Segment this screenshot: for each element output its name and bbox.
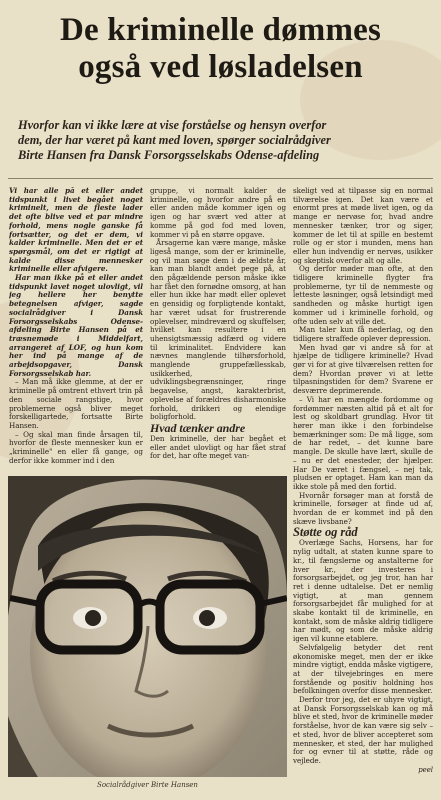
- body-paragraph: Derfor tror jeg, det er uhyre vigtigt, at Dansk Forsorgsselskab kan og må blive et sted, hvor de kriminelle møder forståelse, hvor de kan være sig selv – et sted, hvor de bliver accepteret som mennesker, et sted, der har mulighed for og evner til at støtte, råde og vejlede.: [293, 695, 433, 765]
- signature: peel: [418, 765, 433, 774]
- body-paragraph: – Og skal man finde årsagen til, hvorfor de fleste mennesker kun er „kriminelle" en eller få gange, og derfor ikke kommer ind i den: [9, 429, 143, 465]
- body-paragraph: – Man må ikke glemme, at der er kriminelle på omtrent ethvert trin på den sociale rangstige, hvor problemerne også bliver meget forskelligartede, fortsatte Birte Hansen.: [9, 377, 143, 430]
- body-paragraph: Årsagerne kan være mange, måske ligeså mange, som der er kriminelle, og vil man søge dem i de ældste år, kan man blandt andet pege på, at den pågældende person måske ikke har fået den fornødne omsorg, at han eller hun ikke har mødt eller oplevet en gensidig og forpligtende kontakt, har været udsat for frustrerende oplevelser, mindreværd og skuffelser, hvilket kan resultere i en uhensigtsmæssig adfærd og videre til kriminalitet. Endvidere kan nævnes manglende tilhørsforhold, manglende gruppefællesskab, usikkerhed, udviklingsbegrænsninger, ringe begavelse, angst, karakterbrist, oplevelse af forældres disharmoniske forhold, drikkeri og elendige boligforhold.: [150, 238, 286, 422]
- body-paragraph: Og derfor møder man ofte, at den tidligere kriminelle flygter fra problemerne, tyr til de nemmeste og letteste løsninger, også letsindigt med sandheden og måske hurtigt igen kommer ud i kriminelle forhold, og ofte uden selv at ville det.: [293, 264, 433, 326]
- body-paragraph: Man taler kun få nederlag, og den tidligere straffede oplever depression.: [293, 325, 433, 343]
- lead-paragraph: [18, 118, 431, 163]
- headline-line-2: også ved løsladelsen: [78, 49, 363, 85]
- subheading: Støtte og råd: [293, 525, 358, 540]
- body-paragraph: Overlæge Sachs, Horsens, har for nylig udtalt, at staten kunne spare to kr., til fængslerne og anstalterne for hver kr., der investeres i forsorgsarbejdet, og jeg tror, han har ret i denne udtalelse. Det er nemlig vigtigt, at man gennem forsorgsarbejdet får mulighed for at skabe kontakt til de kriminelle, en kontakt, som de måske aldrig tidligere har mødt, og som de måske aldrig igen vil kunne etablere.: [293, 538, 433, 644]
- subheading: Hvad tænker andre: [150, 420, 246, 435]
- portrait-photo: [8, 476, 287, 777]
- body-paragraph: gruppe, vi normalt kalder de kriminelle, og hvorfor andre på en eller anden måde kommer igen og igen og har svært ved atter at komme på god fod med loven, kommer vi på en større opgave.: [150, 187, 286, 239]
- article-column-1: [9, 187, 143, 468]
- lead-line: Birte Hansen fra Dansk Forsorgsselskabs Odense-afdeling: [18, 148, 320, 162]
- portrait-image: [8, 476, 287, 777]
- article-column-3: [293, 187, 433, 795]
- body-paragraph: Men hvad gør vi andre så for at hjælpe de tidligere kriminelle? Hvad gør vi for at give tilværelsen retten for dem? Hvordan prøver vi at lette tilpasningstiden for dem? Svarene er desværre deprimerende.: [293, 342, 433, 396]
- body-paragraph: Selvfølgelig betyder det rent økonomiske meget, men der er ikke mindre vigtigt, endda måske vigtigere, at der tilvejebringes en mere forstående og positiv holdning hos befolkningen overfor disse mennesker.: [293, 642, 433, 696]
- body-paragraph: Den kriminelle, der har begået et eller andet ulovligt og har fået straf for det, har ofte meget van-: [150, 433, 286, 461]
- body-paragraph: Hvornår forsøger man at forstå de kriminelle, forsøger at finde ud af, hvordan de er kommet ind på den skæve livsbane?: [293, 490, 433, 526]
- intro-paragraph: Vi har alle på et eller andet tidspunkt i livet begået noget kriminelt, men de fleste lader det ofte blive ved et par mindre forhold, mens nogle ganske få fortsætter, og det er dem, vi kalder kriminelle. Men det er et spørgsmål, om det er rigtigt at kalde disse mennesker kriminelle eller afvigere.: [9, 187, 143, 274]
- lead-line: Hvorfor kan vi ikke lære at vise forståelse og hensyn overfor: [18, 118, 327, 132]
- body-paragraph: skeligt ved at tilpasse sig en normal tilværelse igen. Det kan være et enormt pres at møde livet igen, og da mange er nervøse for, hvad andre mennesker tænker, tror og siger, kommer de let til at spille en bestemt rolle og er stor i munden, mens han eller hun indvendig er nervøs, usikker og skeptisk overfor alt og alle.: [293, 187, 433, 265]
- divider: [8, 178, 433, 179]
- body-paragraph: – Vi har en mængde fordomme og fordømmer næsten altid på et alt for lest og skoldbart grundlag. Hvor tit hører man ikke i den forbindelse bemærkninger som: De må ligge, som de har redet, – det kunne bare mangle. De skulle have lært, skulle de – nu er det enesteder, der hjælper. Har De været i fængsel, – nej tak, pludsen er optaget. Ham kan man da ikke stole på med den fortid.: [293, 394, 433, 491]
- headline: [6, 12, 435, 86]
- article-column-2: [150, 187, 286, 468]
- lead-line: dem, der har været på kant med loven, spørger socialrådgiver: [18, 133, 331, 147]
- intro-paragraph: Har man ikke på et eller andet tidspunkt lavet noget ulovligt, vil jeg hellere her benytte betegnelsen afviger, sagde socialrådgiver i Dansk Forsorgsselskabs Odense-afdeling Birte Hansen på et træsnemøde i Middelfart, arrangeret af LOF, og hun kom her ind på mange af de arbejdsopgaver, Dansk Forsorgsselskab har.: [9, 273, 143, 378]
- photo-caption: Socialrådgiver Birte Hansen: [97, 781, 198, 789]
- headline-line-1: De kriminelle dømmes: [59, 12, 382, 48]
